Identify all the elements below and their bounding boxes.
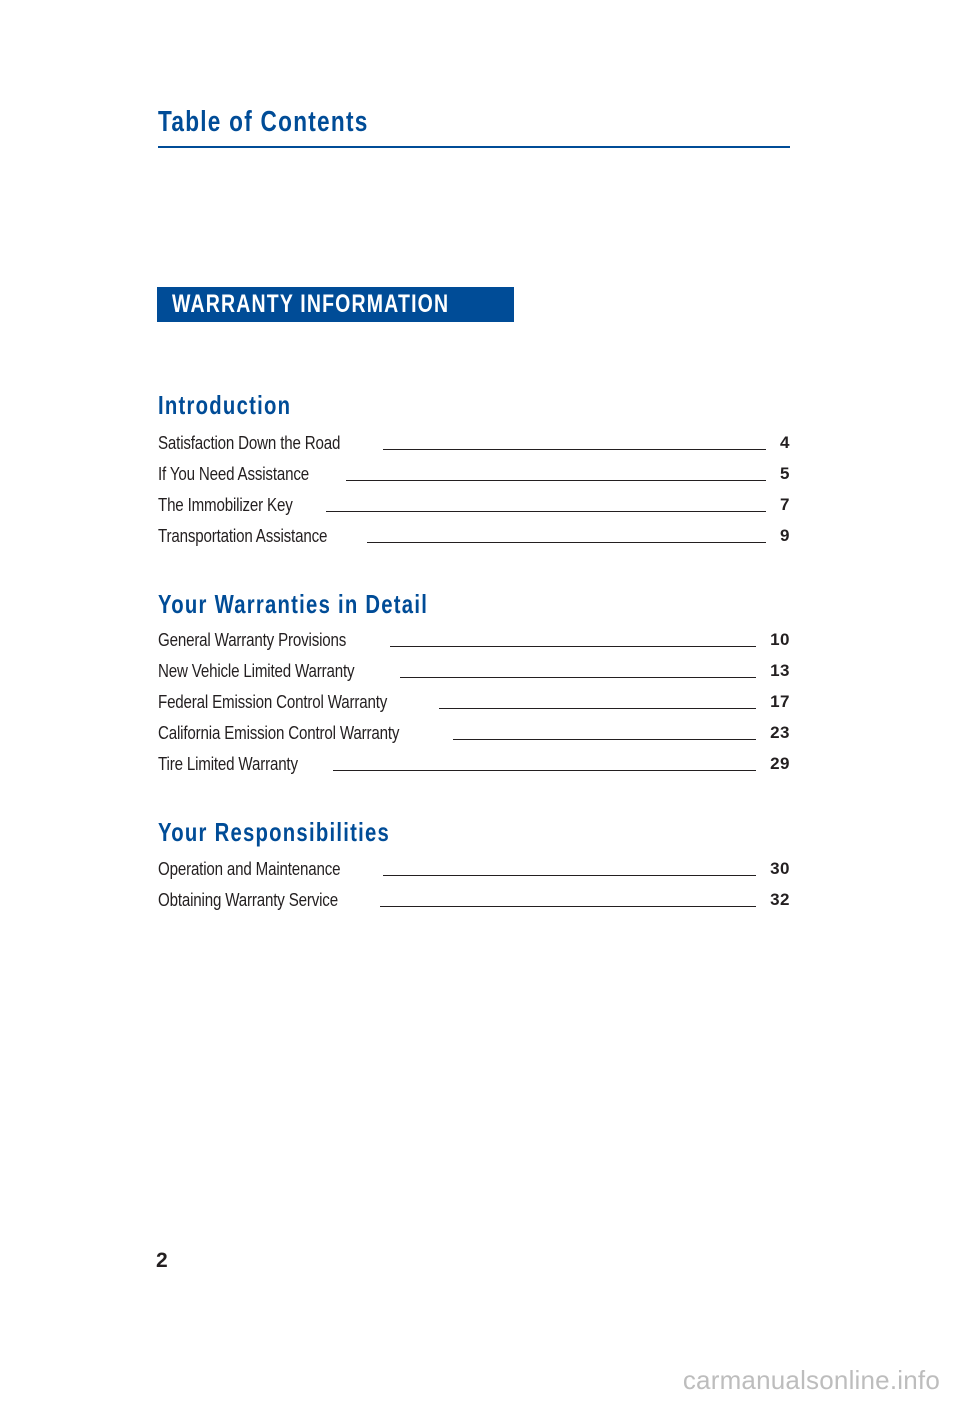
title-divider	[158, 146, 790, 148]
section-banner: WARRANTY INFORMATION	[157, 287, 514, 322]
toc-entry-page: 13	[770, 661, 790, 680]
toc-leader-line	[453, 738, 756, 740]
toc-entry-page: 10	[770, 630, 790, 649]
toc-leader-line	[400, 676, 756, 678]
toc-entry[interactable]	[158, 492, 790, 516]
toc-entry-title: Tire Limited Warranty	[158, 754, 298, 774]
toc-leader-line	[383, 874, 756, 876]
watermark-text: carmanualsonline.info	[682, 1365, 940, 1395]
toc-entry[interactable]	[158, 887, 790, 911]
toc-leader-line	[380, 905, 756, 907]
group-heading-warranties: Your Warranties in Detail	[158, 589, 429, 619]
page-title: Table of Contents	[158, 106, 369, 138]
toc-leader-line	[383, 448, 766, 450]
toc-entry-title: If You Need Assistance	[158, 464, 309, 484]
toc-entry-title: New Vehicle Limited Warranty	[158, 661, 355, 681]
toc-entry-page: 7	[780, 495, 790, 514]
toc-entry-title: The Immobilizer Key	[158, 495, 293, 515]
toc-entry-page: 4	[780, 433, 790, 452]
toc-entry-title: Federal Emission Control Warranty	[158, 692, 388, 712]
toc-entry[interactable]	[158, 856, 790, 880]
toc-entry-title: Operation and Maintenance	[158, 859, 341, 879]
toc-entry[interactable]	[158, 523, 790, 547]
toc-entry-title: General Warranty Provisions	[158, 630, 347, 650]
toc-entry[interactable]	[158, 430, 790, 454]
toc-leader-line	[326, 510, 766, 512]
toc-leader-line	[390, 645, 756, 647]
toc-leader-line	[346, 479, 766, 481]
toc-entry-title: Satisfaction Down the Road	[158, 433, 341, 453]
toc-entry[interactable]	[158, 689, 790, 713]
toc-entry-title: California Emission Control Warranty	[158, 723, 400, 743]
toc-entry-page: 30	[770, 859, 790, 878]
toc-leader-line	[333, 769, 757, 771]
toc-leader-line	[367, 541, 766, 543]
page-number: 2	[156, 1249, 168, 1272]
group-heading-responsibilities: Your Responsibilities	[158, 817, 391, 847]
toc-entry-title: Obtaining Warranty Service	[158, 890, 338, 910]
toc-entry-page: 9	[780, 526, 790, 545]
toc-entry-title: Transportation Assistance	[158, 526, 328, 546]
group-heading-introduction: Introduction	[158, 390, 292, 420]
toc-entry-page: 5	[780, 464, 790, 483]
toc-entry[interactable]	[158, 720, 790, 744]
toc-entry-page: 23	[770, 723, 790, 742]
toc-entry-page: 32	[770, 890, 790, 909]
toc-entry-page: 29	[770, 754, 790, 773]
toc-entry[interactable]	[158, 627, 790, 651]
toc-entry[interactable]	[158, 751, 790, 775]
toc-entry-page: 17	[770, 692, 790, 711]
toc-entry[interactable]	[158, 461, 790, 485]
toc-leader-line	[439, 707, 756, 709]
toc-entry[interactable]	[158, 658, 790, 682]
